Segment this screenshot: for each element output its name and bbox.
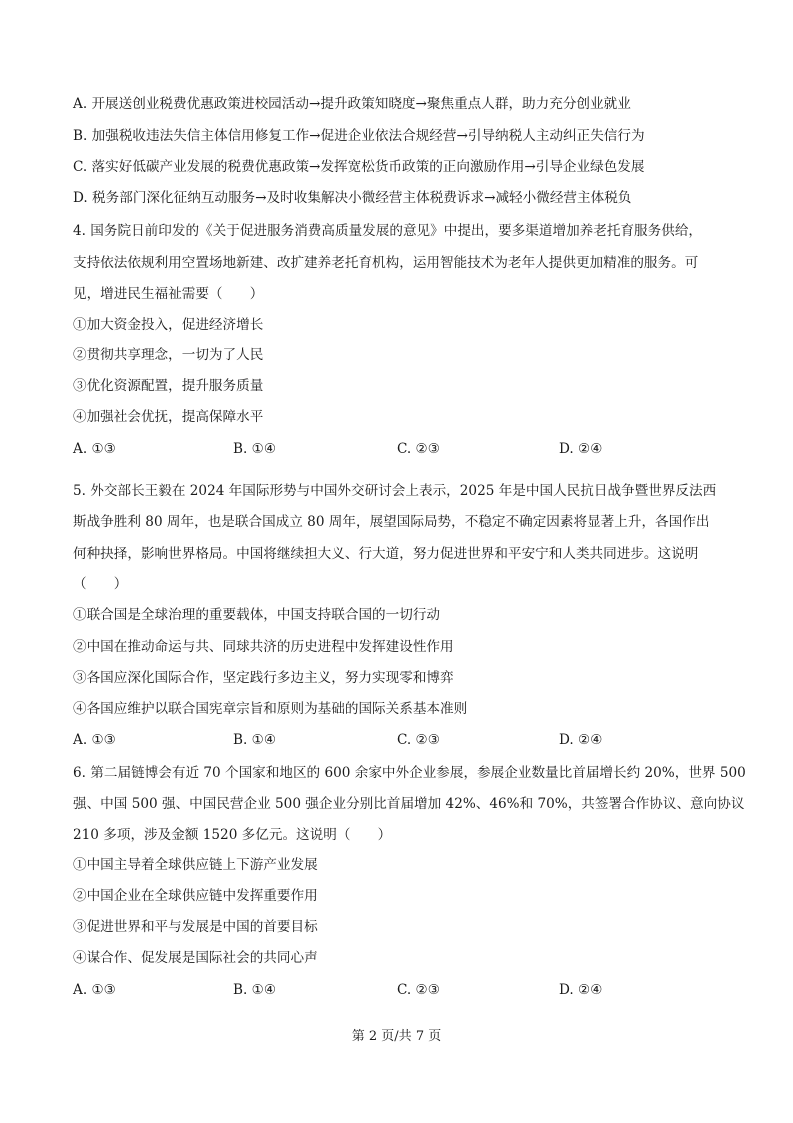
q4-choice-d: D. ②④ [559, 441, 603, 457]
q6-choice-d: D. ②④ [559, 982, 603, 998]
q4-choice-c: C. ②③ [397, 441, 440, 457]
q4-stem-line: 见，增进民生福祉需要（ ） [73, 286, 264, 302]
q3-option-b: B. 加强税收违法失信主体信用修复工作→促进企业依法合规经营→引导纳税人主动纠正失信行为 [73, 128, 645, 144]
q5-choice-d: D. ②④ [559, 732, 603, 748]
q6-stem-line: 6. 第二届链博会有近 70 个国家和地区的 600 余家中外企业参展，参展企业数量比首届增长约 20%，世界 500 [73, 765, 746, 781]
q5-choices [73, 731, 713, 749]
q6-choices [73, 981, 713, 999]
q6-item-4: ④谋合作、促发展是国际社会的共同心声 [73, 950, 318, 966]
q6-choice-a: A. ①③ [73, 982, 116, 998]
q4-stem-line: 支持依法依规利用空置场地新建、改扩建养老托育机构，运用智能技术为老年人提供更加精准的服务。可 [73, 255, 699, 271]
q5-item-4: ④各国应维护以联合国宪章宗旨和原则为基础的国际关系基本准则 [73, 701, 468, 717]
q4-item-4: ④加强社会优抚，提高保障水平 [73, 409, 264, 425]
q5-stem-line: 斯战争胜利 80 周年，也是联合国成立 80 周年，展望国际局势，不稳定不确定因素将显著上升，各国作出 [73, 514, 710, 530]
q4-item-3: ③优化资源配置，提升服务质量 [73, 378, 264, 394]
q5-stem-line: 5. 外交部长王毅在 2024 年国际形势与中国外交研讨会上表示，2025 年是中国人民抗日战争暨世界反法西 [73, 483, 717, 499]
q4-choice-b: B. ①④ [233, 441, 277, 457]
q5-stem-line: （ ） [73, 576, 128, 592]
q6-stem-line: 强、中国 500 强、中国民营企业 500 强企业分别比首届增加 42%、46%和 70%，共签署合作协议、意向协议 [73, 796, 745, 812]
q6-item-3: ③促进世界和平与发展是中国的首要目标 [73, 919, 318, 935]
q6-choice-b: B. ①④ [233, 982, 277, 998]
q6-item-2: ②中国企业在全球供应链中发挥重要作用 [73, 888, 318, 904]
q6-stem-line: 210 多项，涉及金额 1520 多亿元。这说明（ ） [73, 827, 392, 843]
q3-option-d: D. 税务部门深化征纳互动服务→及时收集解决小微经营主体税费诉求→减轻小微经营主体税负 [73, 190, 632, 206]
q3-option-c: C. 落实好低碳产业发展的税费优惠政策→发挥宽松货币政策的正向激励作用→引导企业绿色发展 [73, 159, 645, 175]
q4-item-1: ①加大资金投入，促进经济增长 [73, 317, 264, 333]
q4-item-2: ②贯彻共享理念，一切为了人民 [73, 347, 264, 363]
q5-item-1: ①联合国是全球治理的重要载体，中国支持联合国的一切行动 [73, 607, 441, 623]
q4-choice-a: A. ①③ [73, 441, 116, 457]
q3-option-a: A. 开展送创业税费优惠政策进校园活动→提升政策知晓度→聚焦重点人群，助力充分创业就业 [73, 96, 631, 112]
q5-choice-b: B. ①④ [233, 732, 277, 748]
page-number: 第 2 页/共 7 页 [351, 1029, 442, 1044]
q5-stem-line: 何种抉择，影响世界格局。中国将继续担大义、行大道，努力促进世界和平安宁和人类共同进步。这说明 [73, 546, 699, 562]
q5-item-2: ②中国在推动命运与共、同球共济的历史进程中发挥建设性作用 [73, 639, 454, 655]
q4-stem-line: 4. 国务院日前印发的《关于促进服务消费高质量发展的意见》中提出，要多渠道增加养老托育服务供给， [73, 223, 703, 239]
q5-choice-c: C. ②③ [397, 732, 440, 748]
q6-choice-c: C. ②③ [397, 982, 440, 998]
q5-item-3: ③各国应深化国际合作，坚定践行多边主义，努力实现零和博弈 [73, 670, 454, 686]
q5-choice-a: A. ①③ [73, 732, 116, 748]
q4-choices [73, 440, 713, 458]
q6-item-1: ①中国主导着全球供应链上下游产业发展 [73, 857, 318, 873]
